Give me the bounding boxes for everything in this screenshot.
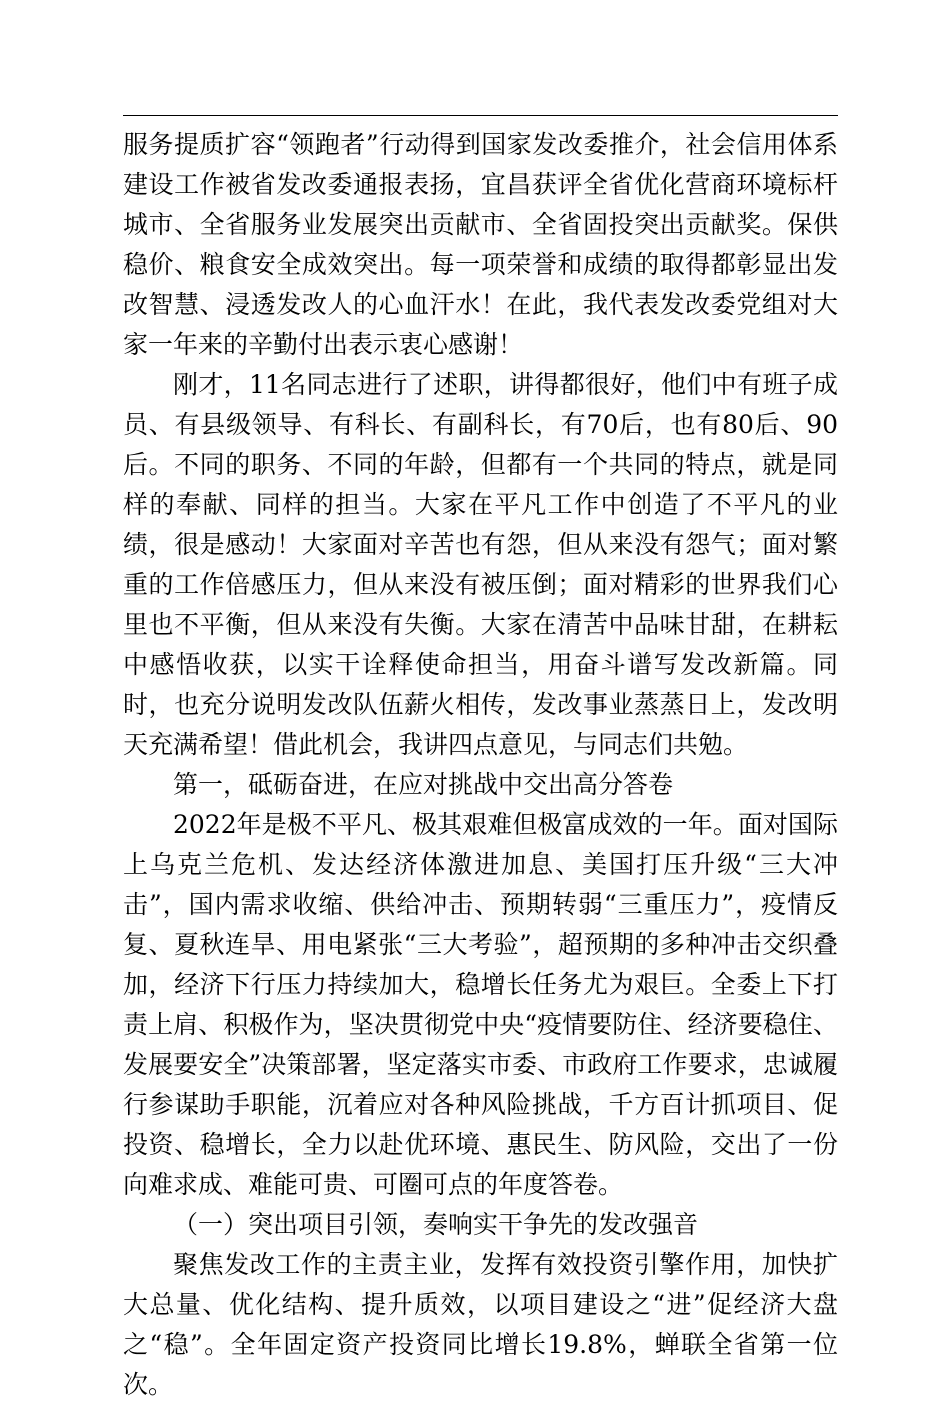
paragraph-body: 刚才，11名同志进行了述职，讲得都很好，他们中有班子成员、有县级领导、有科长、有副科长，有70后，也有80后、90后。不同的职务、不同的年龄，但都有一个共同的特点，就是同样的奉献、同样的担当。大家在平凡工作中创造了不平凡的业绩，很是感动！大家面对辛苦也有怨，但从来没有怨气；面对繁重的工作倍感压力，但从来没有被压倒；面对精彩的世界我们心里也不平衡，但从来没有失衡。大家在清苦中品味甘甜，在耕耘中感悟收获，以实干诠释使命担当，用奋斗谱写发改新篇。同时，也充分说明发改队伍薪火相传，发改事业蒸蒸日上，发改明天充满希望！借此机会，我讲四点意见，与同志们共勉。 xyxy=(123,370,838,759)
header-rule xyxy=(123,115,838,116)
section-heading: 第一，砥砺奋进，在应对挑战中交出高分答卷 xyxy=(173,770,674,799)
paragraph-body: 2022年是极不平凡、极其艰难但极富成效的一年。面对国际上乌克兰危机、发达经济体激进加息、美国打压升级“三大冲击”，国内需求收缩、供给冲击、预期转弱“三重压力”，疫情反复、夏秋连旱、用电紧张“三大考验”，超预期的多种冲击交织叠加，经济下行压力持续加大，稳增长任务尤为艰巨。全委上下打责上肩、积极作为，坚决贯彻党中央“疫情要防住、经济要稳住、发展要安全”决策部署，坚定落实市委、市政府工作要求，忠诚履行参谋助手职能，沉着应对各种风险挑战，千方百计抓项目、促投资、稳增长，全力以赴优环境、惠民生、防风险，交出了一份向难求成、难能可贵、可圈可点的年度答卷。 xyxy=(123,810,838,1199)
document-body xyxy=(123,125,838,1405)
paragraph-continuation: 服务提质扩容“领跑者”行动得到国家发改委推介，社会信用体系建设工作被省发改委通报表扬，宜昌获评全省优化营商环境标杆城市、全省服务业发展突出贡献市、全省固投突出贡献奖。保供稳价、粮食安全成效突出。每一项荣誉和成绩的取得都彰显出发改智慧、浸透发改人的心血汗水！在此，我代表发改委党组对大家一年来的辛勤付出表示衷心感谢！ xyxy=(123,130,838,359)
paragraph-body: 聚焦发改工作的主责主业，发挥有效投资引擎作用，加快扩大总量、优化结构、提升质效，以项目建设之“进”促经济大盘之“稳”。全年固定资产投资同比增长19.8%，蝉联全省第一位次。 xyxy=(123,1250,838,1399)
subsection-heading: （一）突出项目引领，奏响实干争先的发改强音 xyxy=(173,1210,699,1239)
